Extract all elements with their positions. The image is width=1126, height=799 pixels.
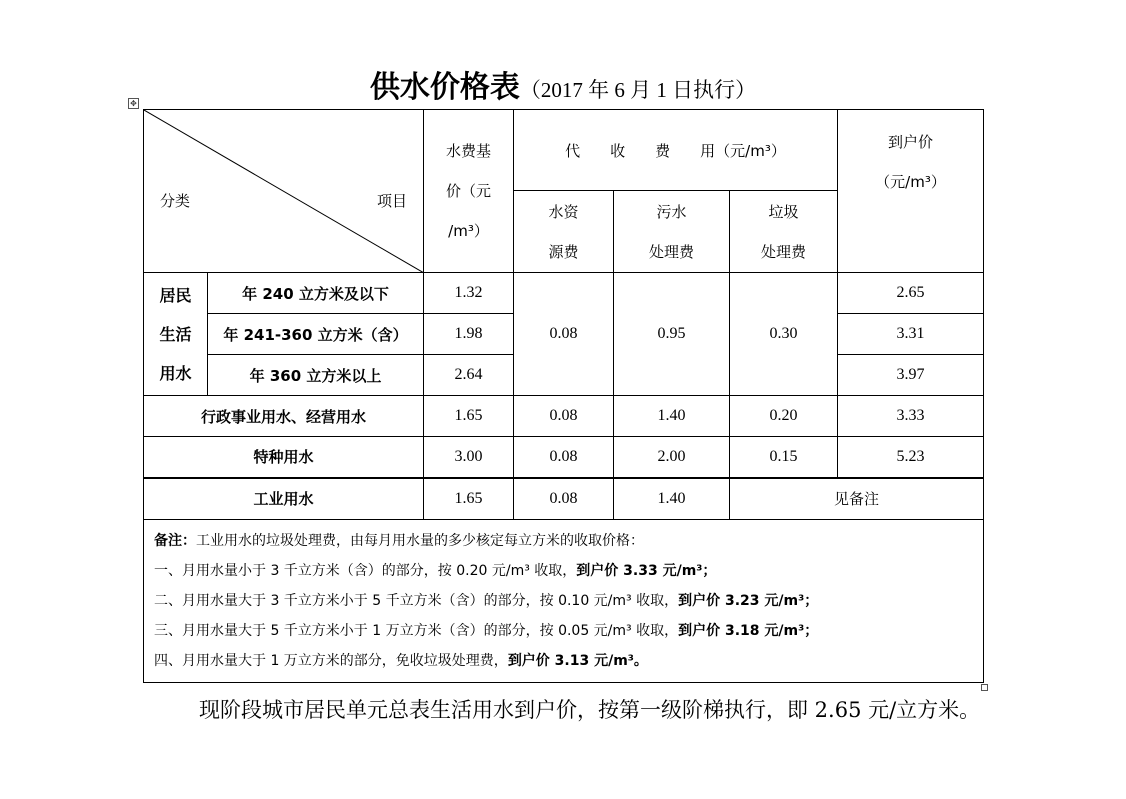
special-delivered: 5.23 — [838, 437, 984, 478]
table-row — [144, 273, 984, 314]
tier-1-base: 1.32 — [424, 273, 514, 314]
residential-sewage: 0.95 — [614, 273, 730, 396]
table-row — [144, 396, 984, 437]
body-paragraph — [157, 690, 997, 730]
table-row — [144, 478, 984, 520]
tier-2-name: 年 241-360 立方米（含） — [208, 314, 424, 355]
industrial-name: 工业用水 — [144, 478, 424, 520]
special-water-resource: 0.08 — [514, 437, 614, 478]
paragraph-text: 现阶段城市居民单元总表生活用水到户价，按第一级阶梯执行，即 2.65 元/立方米。 — [199, 698, 981, 722]
notes-cell — [144, 520, 984, 683]
title-main: 供水价格表 — [369, 70, 520, 105]
header-collect-fees: 代 收 费 用（元/m³） — [514, 110, 838, 191]
header-category: 分类 — [160, 192, 191, 210]
special-base: 3.00 — [424, 437, 514, 478]
table-move-handle-icon[interactable]: ✥ — [128, 98, 139, 109]
tier-2-delivered: 3.31 — [838, 314, 984, 355]
tier-3-base: 2.64 — [424, 355, 514, 396]
notes-label: 备注： — [154, 533, 196, 549]
note-line-3: 三、月用水量大于 5 千立方米小于 1 万立方米（含）的部分，按 0.05 元/m³ 收取，到户价 3.18 元/m³； — [154, 623, 819, 639]
header-garbage: 垃圾 处理费 — [730, 191, 838, 273]
notes-intro-line — [154, 526, 973, 556]
admin-sewage: 1.40 — [614, 396, 730, 437]
admin-base: 1.65 — [424, 396, 514, 437]
title-sub: （2017 年 6 月 1 日执行） — [519, 78, 757, 102]
industrial-sewage: 1.40 — [614, 478, 730, 520]
special-sewage: 2.00 — [614, 437, 730, 478]
admin-name: 行政事业用水、经营用水 — [144, 396, 424, 437]
tier-3-name: 年 360 立方米以上 — [208, 355, 424, 396]
admin-garbage: 0.20 — [730, 396, 838, 437]
tier-1-delivered: 2.65 — [838, 273, 984, 314]
note-line-1: 一、月用水量小于 3 千立方米（含）的部分，按 0.20 元/m³ 收取，到户价 3.33 元/m³； — [154, 563, 717, 579]
document-title — [0, 62, 1126, 106]
price-table — [143, 109, 984, 683]
residential-garbage: 0.30 — [730, 273, 838, 396]
header-diagonal-cell — [144, 110, 424, 273]
admin-delivered: 3.33 — [838, 396, 984, 437]
header-item: 项目 — [376, 192, 407, 210]
residential-label: 居民 生活 用水 — [144, 273, 208, 396]
header-delivered-price: 到户价 （元/m³） — [838, 110, 984, 273]
tier-2-base: 1.98 — [424, 314, 514, 355]
tier-1-name: 年 240 立方米及以下 — [208, 273, 424, 314]
special-garbage: 0.15 — [730, 437, 838, 478]
note-line-2: 二、月用水量大于 3 千立方米小于 5 千立方米（含）的部分，按 0.10 元/m³ 收取，到户价 3.23 元/m³； — [154, 593, 819, 609]
header-water-resource: 水资 源费 — [514, 191, 614, 273]
tier-3-delivered: 3.97 — [838, 355, 984, 396]
notes-row — [144, 520, 984, 683]
notes-intro: 工业用水的垃圾处理费，由每月用水量的多少核定每立方米的收取价格： — [196, 533, 644, 549]
header-base-price: 水费基 价（元 /m³） — [424, 110, 514, 273]
industrial-water-resource: 0.08 — [514, 478, 614, 520]
admin-water-resource: 0.08 — [514, 396, 614, 437]
table-row — [144, 437, 984, 478]
header-sewage: 污水 处理费 — [614, 191, 730, 273]
residential-water-resource: 0.08 — [514, 273, 614, 396]
industrial-see-note: 见备注 — [730, 478, 984, 520]
special-name: 特种用水 — [144, 437, 424, 478]
note-line-4: 四、月用水量大于 1 万立方米的部分，免收垃圾处理费，到户价 3.13 元/m³。 — [154, 653, 648, 669]
industrial-base: 1.65 — [424, 478, 514, 520]
